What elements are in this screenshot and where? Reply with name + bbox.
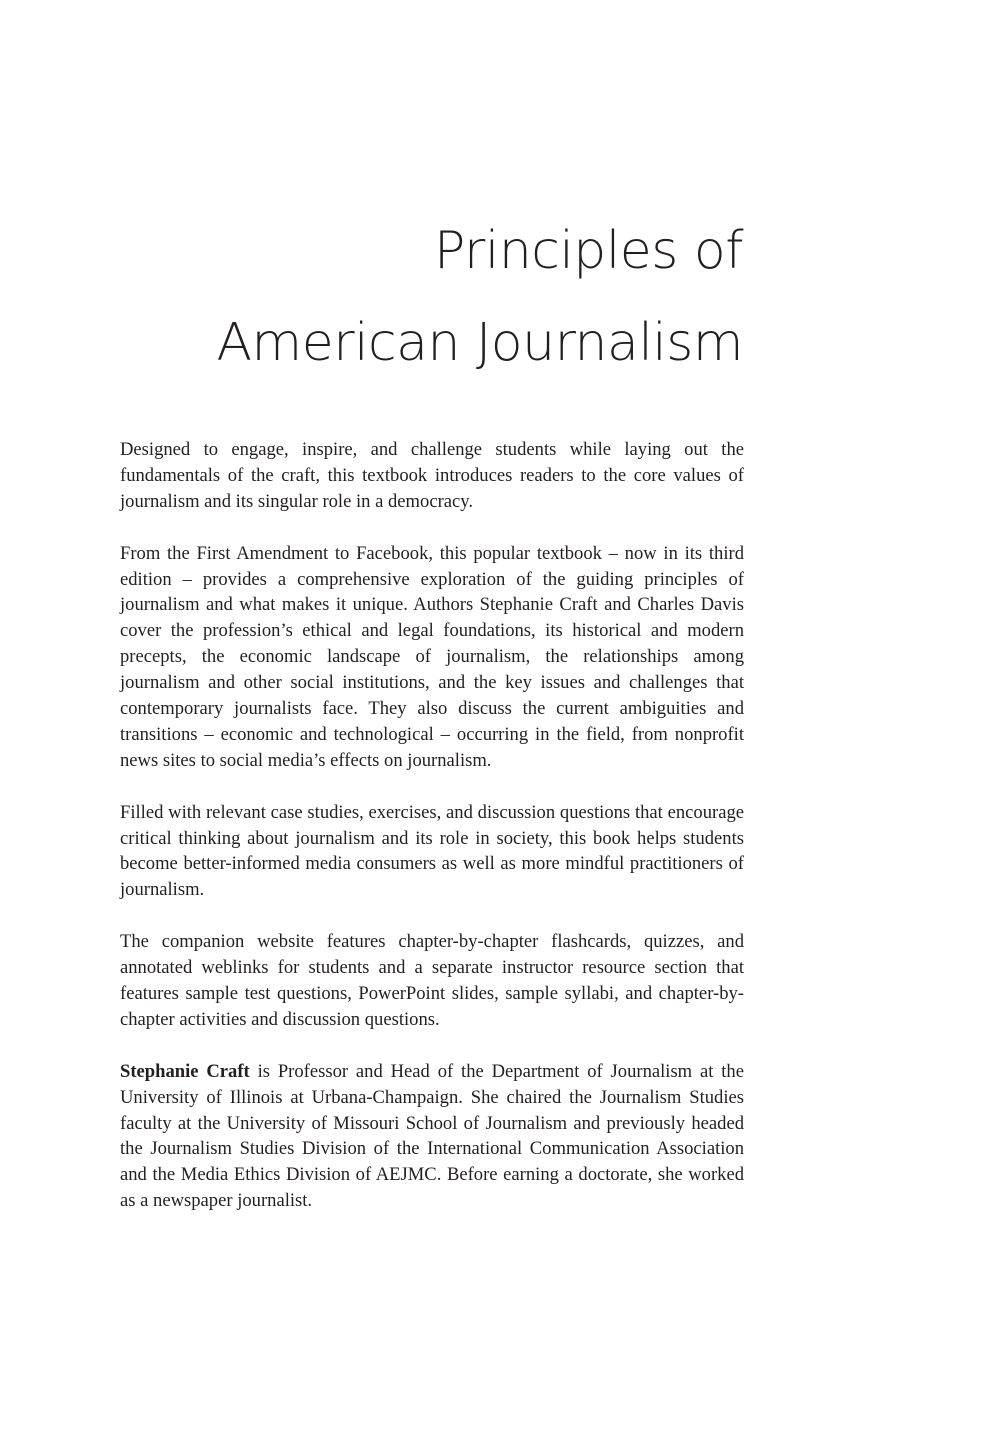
author-bio <box>120 1059 744 1214</box>
book-title-line-2: American Journalism <box>216 313 743 373</box>
author-name: Stephanie Craft <box>120 1060 250 1082</box>
author-bio-text: is Professor and Head of the Department of Journalism at the University of Illinois at Urbana-Champaign. She chaired the Journalism Studies faculty at the University of Missouri School of Journalism and previously headed the Journalism Studies Division of the International Communication Association and the Media Ethics Division of AEJMC. Before earning a doctorate, she worked as a newspaper journalist. <box>120 1060 744 1212</box>
book-description <box>120 437 744 1240</box>
description-paragraph-3: Filled with relevant case studies, exercises, and discussion questions that encourage critical thinking about journalism and its role in society, this book helps students become better-informed media consumers as well as more mindful practitioners of journalism. <box>120 801 744 901</box>
description-paragraph-2: From the First Amendment to Facebook, this popular textbook – now in its third edition – provides a comprehensive exploration of the guiding principles of journalism and what makes it unique. Authors Stephanie Craft and Charles Davis cover the profession’s ethical and legal foundations, its historical and modern precepts, the economic landscape of journalism, the relationships among journalism and other social institutions, and the key issues and challenges that contemporary journalists face. They also discuss the current ambiguities and transitions – economic and technological – occurring in the field, from nonprofit news sites to social media’s effects on journalism. <box>120 542 744 771</box>
description-paragraph-1: Designed to engage, inspire, and challenge students while laying out the fundamentals of the craft, this textbook introduces readers to the core values of journalism and its singular role in a democracy. <box>120 439 744 512</box>
description-paragraph-4: The companion website features chapter-by-chapter flashcards, quizzes, and annotated weblinks for students and a separate instructor resource section that features sample test questions, PowerPoint slides, sample syllabi, and chapter-by-chapter activities and discussion questions. <box>120 931 744 1030</box>
book-title-line-1: Principles of <box>434 221 743 281</box>
book-title <box>103 205 743 389</box>
